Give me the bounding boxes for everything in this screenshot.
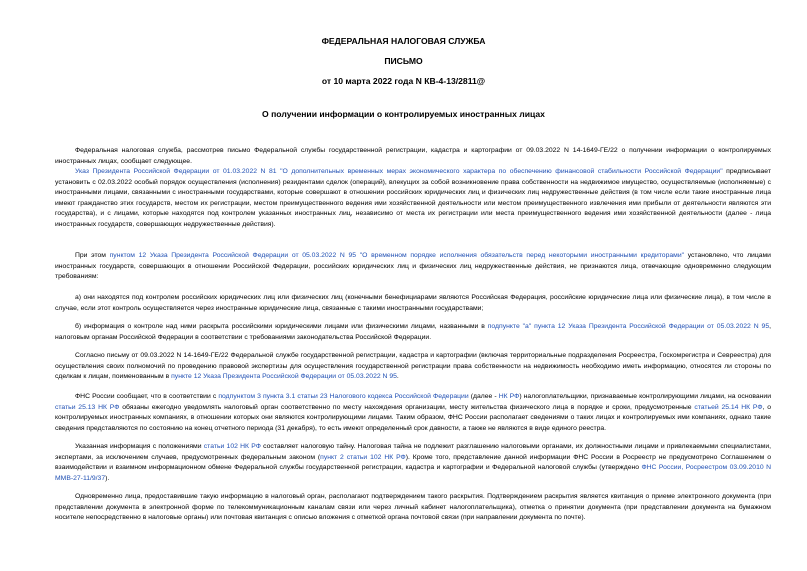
paragraph-text: ).	[105, 474, 110, 482]
paragraph-condition-a	[55, 293, 771, 314]
paragraph-text: обязаны ежегодно уведомлять налоговый орган соответственно по месту нахождения организации, месту жительства физического лица в порядке и сроки, предусмотренные	[119, 403, 695, 411]
legal-reference-link[interactable]: Указ Президента Российской Федерации от 01.03.2022 N 81 "О дополнительных временных мерах экономического характера по обеспечению финансовой стабильности Российской Федерации"	[75, 168, 723, 175]
legal-reference-link[interactable]: НК РФ	[498, 393, 520, 400]
paragraph-rosreestr-letter	[55, 351, 771, 383]
paragraph-decree-81	[55, 167, 771, 230]
paragraph-text: составляет налоговую тайну. Налоговая тайна не подлежит разглашению налоговыми органами, их должностными лицами и привлекаемыми специалистами, экспертами, за исключением случаев, предусмотренных федеральным законом (	[55, 443, 771, 461]
legal-reference-link[interactable]: подпункте "а" пункта 12 Указа Президента Российской Федерации от 05.03.2022 N 95	[487, 323, 770, 330]
paragraph-confirmation	[55, 492, 771, 524]
legal-reference-link[interactable]: статьи 25.13 НК РФ	[55, 403, 120, 411]
paragraph-text: , налоговым органам Российской Федерации в соответствии с требованиями законодательства Российской Федерации.	[55, 323, 771, 341]
legal-reference-link[interactable]: статьей 25.14 НК РФ	[694, 403, 763, 411]
document-subject: О получении информации о контролируемых иностранных лицах	[262, 109, 545, 119]
paragraph-text: установлено, что лицами иностранных государств, совершающих в отношении Российской Федерации, российских юридических лиц и физических лиц недружественные действия, не признаются лица, отвечающие одновременно следующим требованиям:	[55, 252, 771, 280]
paragraph-fns-notice	[55, 392, 771, 434]
paragraph-text: ) налогоплательщики, признаваемые контролирующими лицами, на основании	[519, 393, 772, 400]
paragraph-text: (далее -	[468, 393, 499, 400]
legal-reference-link[interactable]: ФНС России, Росреестром 03.09.2010 N ММВ-27-11/9/37	[55, 464, 771, 482]
paragraph-text: , о контролируемых иностранных компаниях, в отношении которых они являются контролирующими лицами. Таким образом, ФНС России располагает сведениями о таких лицах и контролируемых ими компаниях, однако такие сведения представляются по состоянию на конец отчетного периода (31 декабря), то есть имеют определенный срок давности, а также не являются в виде единого реестра.	[55, 403, 772, 432]
paragraph-text: Одновременно лица, предоставившие такую информацию в налоговый орган, располагают подтверждением такого раскрытия. Подтверждением раскрытия является квитанция о приеме электронного документа (при представлении документа в электронной форме по телекоммуникационным каналам связи или через личный кабинет налогоплательщика), отметка о принятии документа (при представлении документа на бумажном носителе непосредственно в налоговые органы) или почтовая квитанция с описью вложения с отметкой органа почтовой связи (при направлении документа по почте).	[55, 493, 771, 521]
paragraph-text: ФНС России сообщает, что в соответствии с	[75, 393, 219, 400]
paragraph-condition-b	[55, 322, 771, 343]
paragraph-text: предписывает установить с 02.03.2022 особый порядок осуществления (исполнения) резидентами сделок (операций), влекущих за собой возникновение права собственности на недвижимое имущество, осуществляемые (исполняемые) с иностранными лицами, связанными с иностранными государствами, которые совершают в отношении российских юридических лиц и физических лиц недружественные действия (в том числе если такие иностранные лица имеют гражданство этих государств, местом их регистрации, местом преимущественного ведения ими хозяйственной деятельности или местом преимущественного извлечения ими прибыли от деятельности являются эти государства), и с лицами, которые находятся под контролем указанных иностранных лиц, независимо от места их регистрации или места преимущественного ведения ими хозяйственной деятельности (далее - лица иностранных государств, совершающих недружественные действия).	[55, 168, 771, 228]
paragraph-text: При этом	[75, 252, 110, 259]
paragraph-decree-95	[55, 251, 771, 283]
legal-reference-link[interactable]: подпунктом 3 пункта 3.1 статьи 23 Налогового кодекса Российской Федерации	[218, 393, 469, 400]
legal-reference-link[interactable]: пунктом 12 Указа Президента Российской Федерации от 05.03.2022 N 95 "О временном порядке исполнения обязательств перед некоторыми иностранными кредиторами"	[109, 252, 685, 259]
paragraph-text: б) информация о контроле над ними раскрыта российскими юридическими лицами или физическими лицами, названными в	[75, 323, 488, 330]
paragraph-text: .	[396, 373, 399, 380]
document-date-number: от 10 марта 2022 года N КВ-4-13/2811@	[321, 76, 486, 86]
legal-reference-link[interactable]: пункт 2 статьи 102 НК РФ	[320, 453, 406, 461]
paragraph-text: Указанная информация с положениями	[75, 443, 204, 450]
legal-reference-link[interactable]: пункте 12 Указа Президента Российской Федерации от 05.03.2022 N 95	[171, 373, 397, 380]
paragraph-text: Федеральная налоговая служба, рассмотрев письмо Федеральной службы государственной регистрации, кадастра и картографии от 09.03.2022 N 14-1649-ГЕ/22 о получении информации о контролируемых иностранных лицах, сообщает следующее.	[55, 147, 771, 165]
paragraph-text: а) они находятся под контролем российских юридических лиц или физических лиц (конечными бенефициарами являются Российская Федерация, российские юридические лица или физические лица), в том числе в случае, если этот контроль осуществляется через иностранные юридические лица, связанные с такими иностранными государствами;	[55, 294, 771, 312]
agency-name: ФЕДЕРАЛЬНАЯ НАЛОГОВАЯ СЛУЖБА	[321, 36, 486, 46]
legal-reference-link[interactable]: статьи 102 НК РФ	[203, 443, 261, 450]
document-type: ПИСЬМО	[384, 56, 423, 66]
paragraph-text: Согласно письму от 09.03.2022 N 14-1649-ГЕ/22 Федеральной службе государственной регистрации, кадастра и картографии (включая территориальные подразделения Росреестра, Госкомрегистра и Севреестра) для осуществления своих полномочий по проведению правовой экспертизы для осуществления государственной регистрации права собственности на недвижимость необходимо иметь информацию, относятся ли стороны по сделкам к лицам, поименованным в	[55, 352, 771, 380]
paragraph-intro	[55, 146, 771, 167]
paragraph-tax-secret	[55, 442, 771, 484]
paragraph-text: ). Кроме того, представление данной информации ФНС России в Росреестр не предусмотрено Соглашением о взаимодействии и взаимном информационном обмене Федеральной службы государственной регистрации, кадастра и картографии и Федеральной налоговой службы (утверждено	[55, 453, 771, 471]
